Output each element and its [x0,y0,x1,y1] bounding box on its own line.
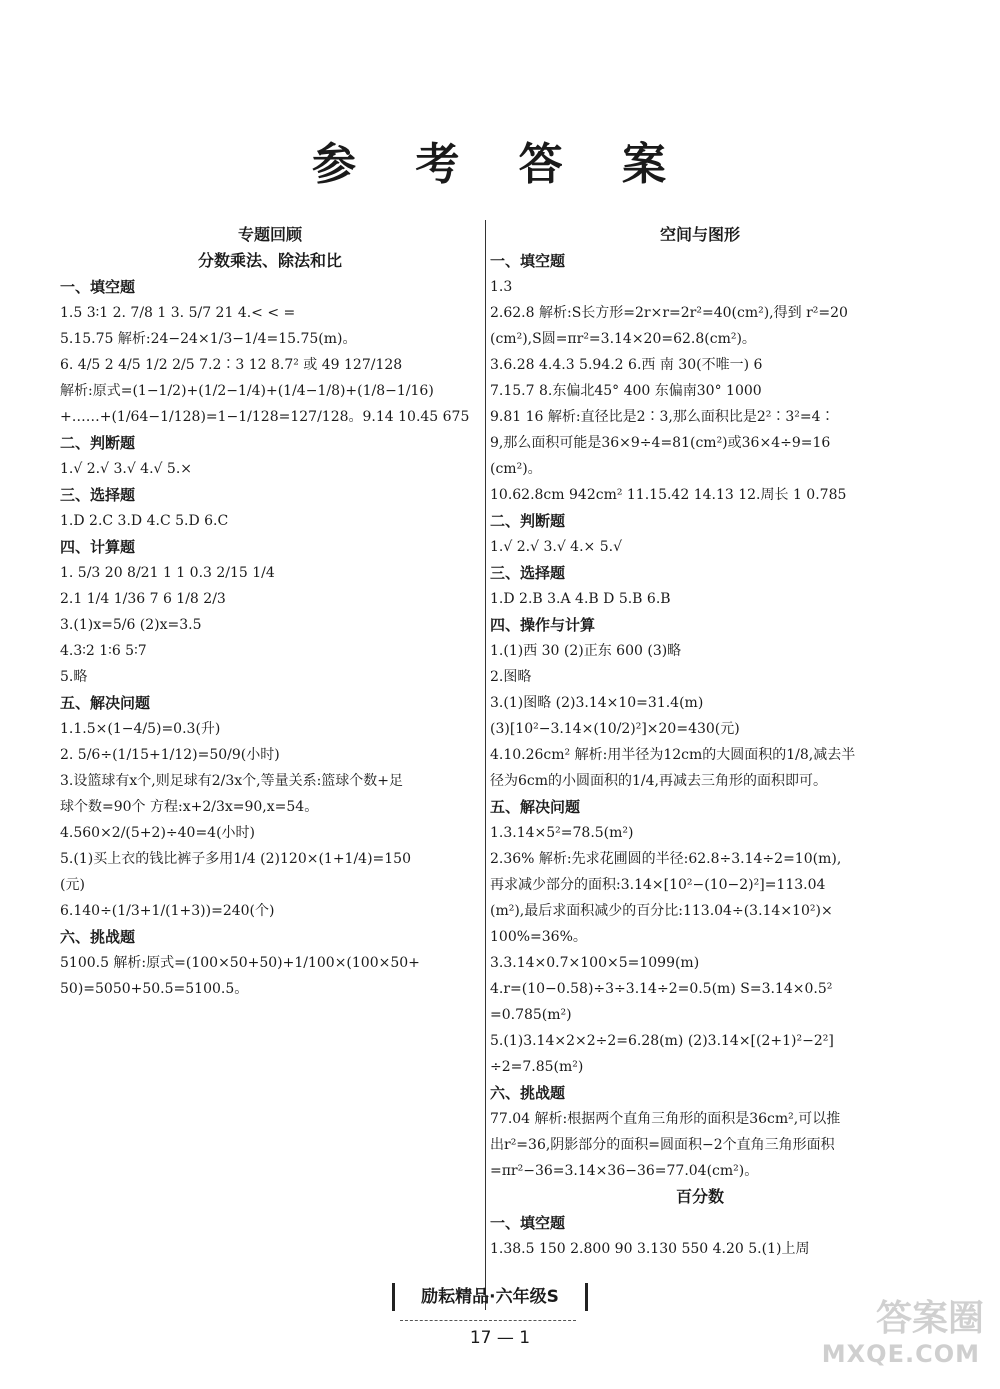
answer-line: 3.设篮球有x个,则足球有2/3x个,等量关系:篮球个数+足 [60,773,404,789]
left-answer-lines [60,274,480,1002]
answer-line: +……+(1/64−1/128)=1−1/128=127/128。9.14 10.45 675 [60,409,470,425]
answer-line: 1.1.5×(1−4/5)=0.3(升) [60,721,221,737]
answer-line: 10.62.8cm 942cm² 11.15.42 14.13 12.周长 1 0.785 [490,487,847,503]
answer-line: 1.38.5 150 2.800 90 3.130 550 4.20 5.(1)上周 [490,1241,810,1257]
answer-line: 50)=5050+50.5=5100.5。 [60,981,249,997]
question-type-heading: 二、判断题 [490,512,566,530]
watermark-url: MXQE.COM [821,1340,980,1368]
answer-line: 9.81 16 解析:直径比是2∶3,那么面积比是2²∶3²=4∶ [490,409,835,425]
answer-line: 解析:原式=(1−1/2)+(1/2−1/4)+(1/4−1/8)+(1/8−1/16) [60,383,434,399]
answer-line: 5.(1)3.14×2×2÷2=6.28(m) (2)3.14×[(2+1)²−2²] [490,1033,834,1049]
question-type-heading: 五、解决问题 [490,798,581,816]
page-number: 17 — 1 [469,1328,531,1348]
answer-line: =πr²−36=3.14×36−36=77.04(cm²)。 [490,1163,759,1179]
question-type-heading: 四、操作与计算 [490,616,596,634]
answer-line: 4.10.26cm² 解析:用半径为12cm的大圆面积的1/8,减去半 [490,747,856,763]
answer-line: 2.图略 [490,669,532,685]
right-answer-lines [490,248,910,1262]
answer-line: (m²),最后求面积减少的百分比:113.04÷(3.14×10²)× [490,903,833,919]
answer-line: 9,那么面积可能是36×9÷4=81(cm²)或36×4÷9=16 [490,435,831,451]
answer-line: 3.3.14×0.7×100×5=1099(m) [490,955,700,971]
answer-line: 4.r=(10−0.58)÷3÷3.14÷2=0.5(m) S=3.14×0.5² [490,981,833,997]
footer-brand: 励耘精品·六年级S [392,1283,588,1311]
answer-line: 出r²=36,阴影部分的面积=圆面积−2个直角三角形面积 [490,1137,835,1153]
answer-line: 6.140÷(1/3+1/(1+3))=240(个) [60,903,275,919]
answer-line: 径为6cm的小圆面积的1/4,再减去三角形的面积即可。 [490,773,828,789]
answer-line: 7.15.7 8.东偏北45° 400 东偏南30° 1000 [490,383,762,399]
answer-line: (cm²),S圆=πr²=3.14×20=62.8(cm²)。 [490,331,756,347]
question-type-heading: 一、填空题 [490,252,566,270]
answer-line: 4.560×2/(5+2)÷40=4(小时) [60,825,256,841]
answer-line: 5100.5 解析:原式=(100×50+50)+1/100×(100×50+ [60,955,420,971]
watermark-logo-text: 答案圈 [875,1298,984,1339]
question-type-heading: 六、挑战题 [60,928,136,946]
answer-line: 1.3.14×5²=78.5(m²) [490,825,634,841]
page-title: 参 考 答 案 [312,139,688,190]
answer-line: 1.D 2.B 3.A 4.B D 5.B 6.B [490,591,671,607]
column-divider [485,220,486,1310]
question-type-heading: 三、选择题 [60,486,136,504]
answer-line: (3)[10²−3.14×(10/2)²]×20=430(元) [490,721,740,737]
answer-line: (cm²)。 [490,461,542,477]
answer-line: =0.785(m²) [490,1007,572,1023]
answer-line: 5.略 [60,669,88,685]
answer-line: 2. 5/6÷(1/15+1/12)=50/9(小时) [60,747,280,763]
answer-line: 77.04 解析:根据两个直角三角形的面积是36cm²,可以推 [490,1111,841,1127]
question-type-heading: 二、判断题 [60,434,136,452]
left-column [60,222,480,1002]
answer-line: 1.5 3∶1 2. 7/8 1 3. 5/7 21 4.< < = [60,305,296,321]
answer-line: 2.62.8 解析:S长方形=2r×r=2r²=40(cm²),得到 r²=20 [490,305,848,321]
right-section-heading: 空间与图形 [659,225,740,244]
answer-line: (元) [60,877,85,893]
section-heading: 百分数 [675,1187,724,1206]
answer-line: 4.3∶2 1∶6 5∶7 [60,643,147,659]
question-type-heading: 三、选择题 [490,564,566,582]
answer-line: 3.(1)图略 (2)3.14×10=31.4(m) [490,695,704,711]
answer-line: 再求减少部分的面积:3.14×[10²−(10−2)²]=113.04 [490,877,826,893]
question-type-heading: 一、填空题 [60,278,136,296]
answer-line: 1.D 2.C 3.D 4.C 5.D 6.C [60,513,229,529]
question-type-heading: 五、解决问题 [60,694,151,712]
question-type-heading: 一、填空题 [490,1214,566,1232]
right-column [490,222,910,1262]
answer-line: 1.3 [490,279,513,295]
answer-line: 1.(1)西 30 (2)正东 600 (3)略 [490,643,682,659]
footer-dotted-rule [400,1320,576,1321]
answer-line: 2.36% 解析:先求花圃圆的半径:62.8÷3.14÷2=10(m), [490,851,842,867]
answer-line: 3.6.28 4.4.3 5.94.2 6.西 南 30(不唯一) 6 [490,357,763,373]
answer-line: 球个数=90个 方程:x+2/3x=90,x=54。 [60,799,319,815]
answer-line: 100%=36%。 [490,929,587,945]
answer-line: 6. 4/5 2 4/5 1/2 2/5 7.2∶3 12 8.7² 或 49 127/128 [60,357,403,373]
answer-line: 1. 5/3 20 8/21 1 1 0.3 2/15 1/4 [60,565,275,581]
answer-line: 1.√ 2.√ 3.√ 4.× 5.√ [490,539,623,555]
question-type-heading: 四、计算题 [60,538,136,556]
answer-line: 1.√ 2.√ 3.√ 4.√ 5.× [60,461,193,477]
answer-line: ÷2=7.85(m²) [490,1059,584,1075]
answer-line: 2.1 1/4 1/36 7 6 1/8 2/3 [60,591,226,607]
answer-line: 3.(1)x=5/6 (2)x=3.5 [60,617,202,633]
left-section-heading: 专题回顾 [237,225,302,244]
left-section-subheading: 分数乘法、除法和比 [197,251,342,270]
question-type-heading: 六、挑战题 [490,1084,566,1102]
answer-line: 5.(1)买上衣的钱比裤子多用1/4 (2)120×(1+1/4)=150 [60,851,411,867]
answer-line: 5.15.75 解析:24−24×1/3−1/4=15.75(m)。 [60,331,357,347]
